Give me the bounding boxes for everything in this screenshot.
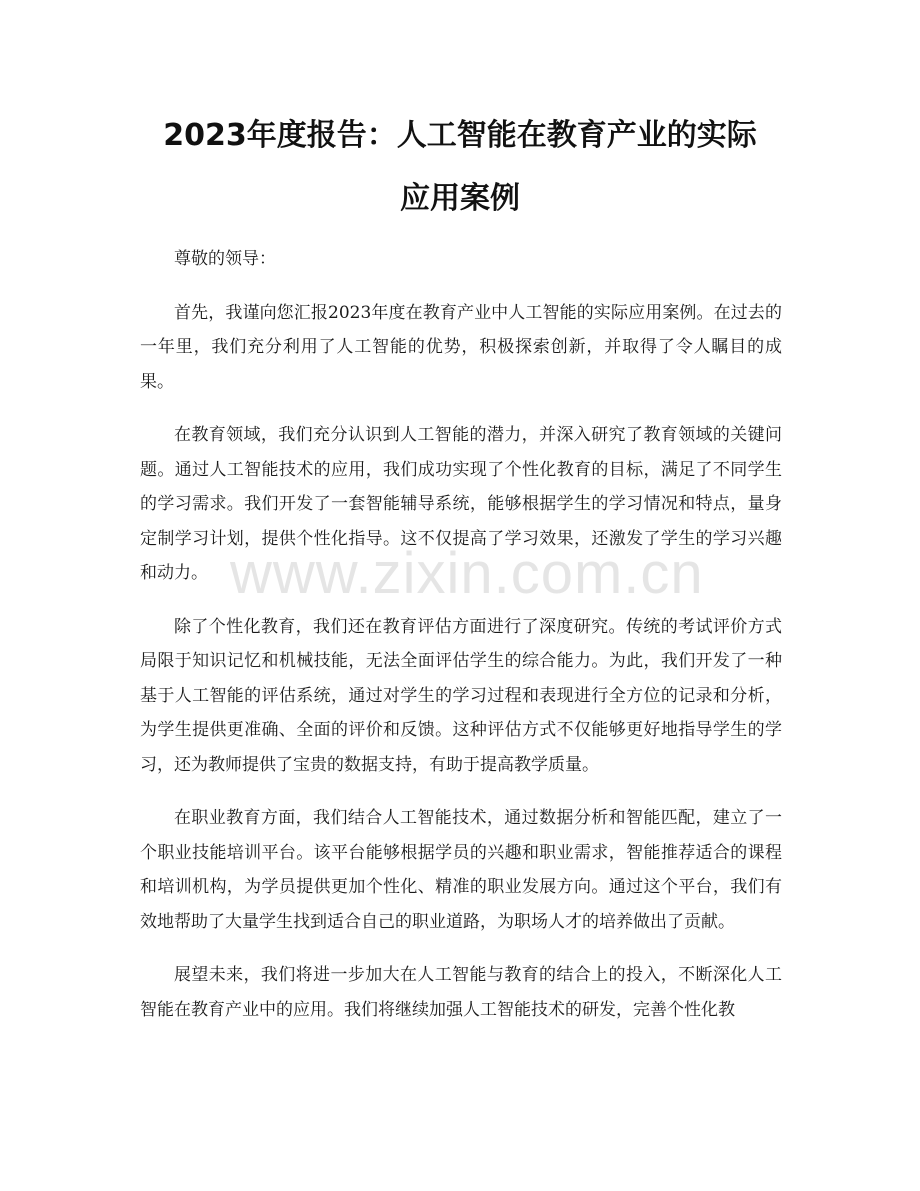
document-title-line-1: 2023年度报告：人工智能在教育产业的实际 xyxy=(163,118,757,153)
document-body xyxy=(140,242,782,1046)
watermark: www.zixin.com.cn xyxy=(230,541,704,606)
paragraph-personalized-education: 在教育领域，我们充分认识到人工智能的潜力，并深入研究了教育领域的关键问题。通过人工智能技术的应用，我们成功实现了个性化教育的目标，满足了不同学生的学习需求。我们开发了一套智能辅导系统，能够根据学生的学习情况和特点，量身定制学习计划，提供个性化指导。这不仅提高了学习效果，还激发了学生的学习兴趣和动力。 xyxy=(140,425,782,583)
greeting: 尊敬的领导： xyxy=(174,249,276,269)
paragraph-education-assessment: 除了个性化教育，我们还在教育评估方面进行了深度研究。传统的考试评价方式局限于知识记忆和机械技能，无法全面评估学生的综合能力。为此，我们开发了一种基于人工智能的评估系统，通过对学生的学习过程和表现进行全方位的记录和分析，为学生提供更准确、全面的评价和反馈。这种评估方式不仅能够更好地指导学生的学习，还为教师提供了宝贵的数据支持，有助于提高教学质量。 xyxy=(140,616,782,775)
document-title-line-2: 应用案例 xyxy=(400,181,520,216)
paragraph-outlook: 展望未来，我们将进一步加大在人工智能与教育的结合上的投入，不断深化人工智能在教育产业中的应用。我们将继续加强人工智能技术的研发，完善个性化教 xyxy=(140,965,782,1020)
paragraph-intro: 首先，我谨向您汇报2023年度在教育产业中人工智能的实际应用案例。在过去的一年里，我们充分利用了人工智能的优势，积极探索创新，并取得了令人瞩目的成果。 xyxy=(140,302,782,392)
paragraph-vocational-education: 在职业教育方面，我们结合人工智能技术，通过数据分析和智能匹配，建立了一个职业技能培训平台。该平台能够根据学员的兴趣和职业需求，智能推荐适合的课程和培训机构，为学员提供更加个性化、精准的职业发展方向。通过这个平台，我们有效地帮助了大量学生找到适合自己的职业道路，为职场人才的培养做出了贡献。 xyxy=(140,808,782,932)
